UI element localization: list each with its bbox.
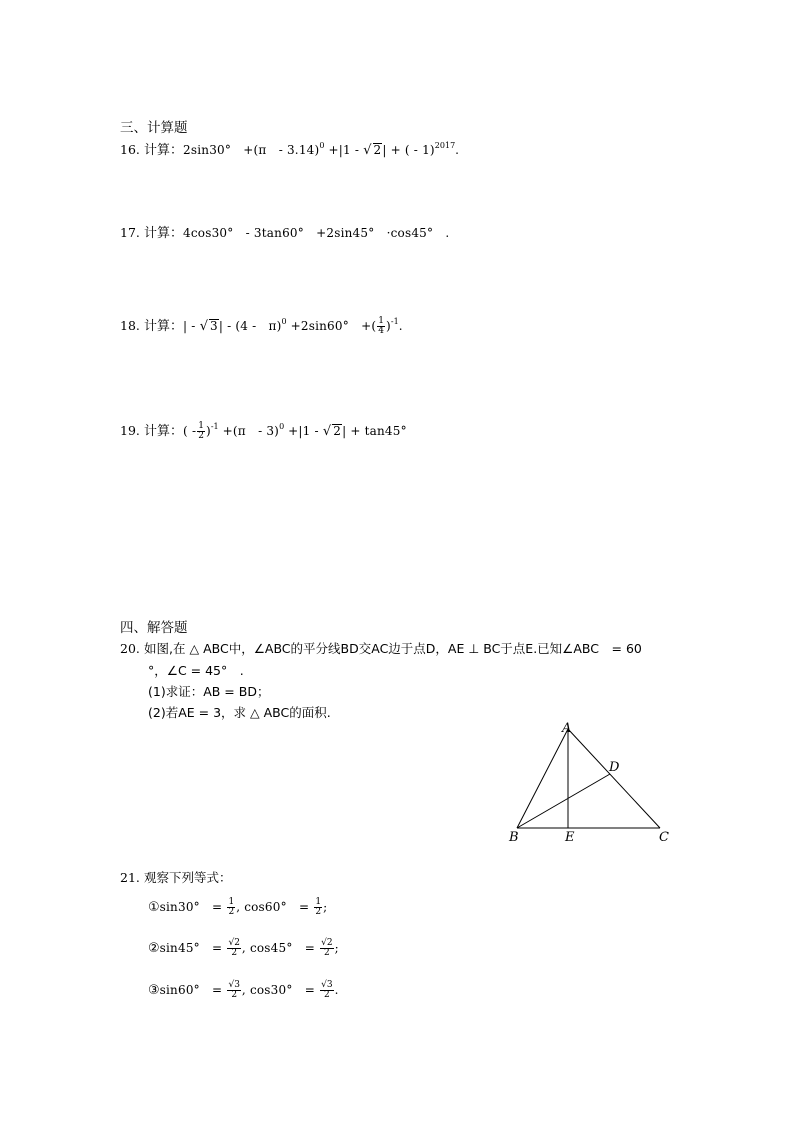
exponent: -1 <box>390 317 399 326</box>
expr-end: . <box>455 143 460 157</box>
question-16 <box>120 141 459 160</box>
expr-part: ) <box>205 424 211 438</box>
row-marker: ③ <box>148 983 160 998</box>
expr-part: | - <box>183 319 196 333</box>
numerator: √2 <box>228 938 240 948</box>
numerator: √3 <box>321 980 333 990</box>
fraction <box>227 939 240 958</box>
expr-end: . <box>398 319 403 333</box>
numerator: 1 <box>228 897 235 907</box>
expr-part: | + tan45° <box>342 424 407 438</box>
question-label: 计算： <box>144 226 184 241</box>
question-number: 18. <box>120 318 140 333</box>
expr-part: +2sin60° +( <box>286 319 377 333</box>
equation-row-3 <box>148 981 339 1000</box>
point-label-b: B <box>509 830 519 845</box>
fraction <box>320 939 333 958</box>
radical-sign: √ <box>199 319 208 334</box>
equation-row-1 <box>148 898 327 917</box>
expr-part: ( - <box>183 424 197 438</box>
denominator: 2 <box>231 948 238 958</box>
exponent: 0 <box>281 317 287 326</box>
expr-part: +(π - 3) <box>218 424 280 438</box>
question-label: 计算： <box>144 319 184 334</box>
exponent: -1 <box>210 422 219 431</box>
denominator: 2 <box>231 990 238 1000</box>
point-label-c: C <box>659 830 669 845</box>
radicand: 2 <box>373 143 382 157</box>
denominator: 2 <box>315 907 322 917</box>
question-20 <box>120 640 642 659</box>
denominator: 2 <box>198 431 204 441</box>
question-number: 19. <box>120 423 140 438</box>
point-label-e: E <box>565 830 575 845</box>
numerator: √2 <box>321 938 333 948</box>
expr-part: sin60° = <box>159 983 223 997</box>
row-marker: ② <box>148 941 160 956</box>
exponent: 0 <box>279 422 285 431</box>
fraction <box>227 981 240 1000</box>
question-label: 观察下列等式： <box>144 870 232 885</box>
question-label: 计算： <box>144 424 184 439</box>
fraction <box>314 898 322 917</box>
row-marker: ① <box>148 900 160 915</box>
numerator: 1 <box>198 421 204 431</box>
question-number: 21. <box>120 870 140 885</box>
expr-end: ; <box>334 941 339 955</box>
equation-row-2 <box>148 939 339 958</box>
expr-part: 2sin30° +(π - 3.14) <box>183 143 320 157</box>
question-label: 计算： <box>144 143 184 158</box>
expr-part: +|1 - <box>324 143 360 157</box>
sub-question-2: (2)若AE = 3，求 △ ABC的面积. <box>148 705 331 720</box>
denominator: 2 <box>228 907 235 917</box>
expr-end: ; <box>323 900 328 914</box>
expr-part: , cos45° = <box>241 941 315 955</box>
question-text-cont: °，∠C = 45° . <box>148 663 244 678</box>
expr-end: . <box>334 983 339 997</box>
question-number: 16. <box>120 142 140 157</box>
radicand: 3 <box>210 319 218 333</box>
expr-part: sin30° = <box>159 900 223 914</box>
radicand: 2 <box>333 424 342 438</box>
segment-ac <box>568 729 660 828</box>
expr-part: | + ( - 1) <box>382 143 435 157</box>
denominator: 2 <box>323 948 330 958</box>
denominator: 2 <box>323 990 330 1000</box>
radical-sign: √ <box>322 424 332 439</box>
denominator: 4 <box>378 326 384 336</box>
question-text: 如图,在 △ ABC中，∠ABC的平分线BD交AC边于点D，AE ⊥ BC于点E.已知∠ABC = 60 <box>144 641 642 656</box>
point-label-d: D <box>609 760 620 775</box>
expr: 4cos30° - 3tan60° +2sin45° ·cos45° . <box>183 226 450 240</box>
expr-part: sin45° = <box>159 941 223 955</box>
expr-part: | - (4 - π) <box>218 319 282 333</box>
sub-question-1: (1)求证：AB = BD； <box>148 684 270 699</box>
fraction <box>197 422 205 441</box>
question-number: 20. <box>120 641 140 656</box>
section-heading-3: 三、计算题 <box>120 120 188 136</box>
question-17 <box>120 224 449 243</box>
expr-part: , cos60° = <box>236 900 310 914</box>
question-21 <box>120 869 232 888</box>
numerator: 1 <box>378 316 384 326</box>
exponent: 2017 <box>434 141 456 150</box>
expr-part: , cos30° = <box>241 983 315 997</box>
numerator: 1 <box>315 897 322 907</box>
triangle-figure <box>500 715 690 850</box>
question-18 <box>120 317 403 336</box>
section-heading-4: 四、解答题 <box>120 620 188 636</box>
expr-part: ) <box>386 319 391 333</box>
fraction <box>320 981 333 1000</box>
expr-part: +|1 - <box>284 424 319 438</box>
point-label-a: A <box>562 721 572 736</box>
question-number: 17. <box>120 225 140 240</box>
question-19 <box>120 422 407 441</box>
exponent: 0 <box>319 141 325 150</box>
fraction <box>377 317 385 336</box>
radical-sign: √ <box>363 143 372 158</box>
numerator: √3 <box>228 980 240 990</box>
fraction <box>227 898 235 917</box>
